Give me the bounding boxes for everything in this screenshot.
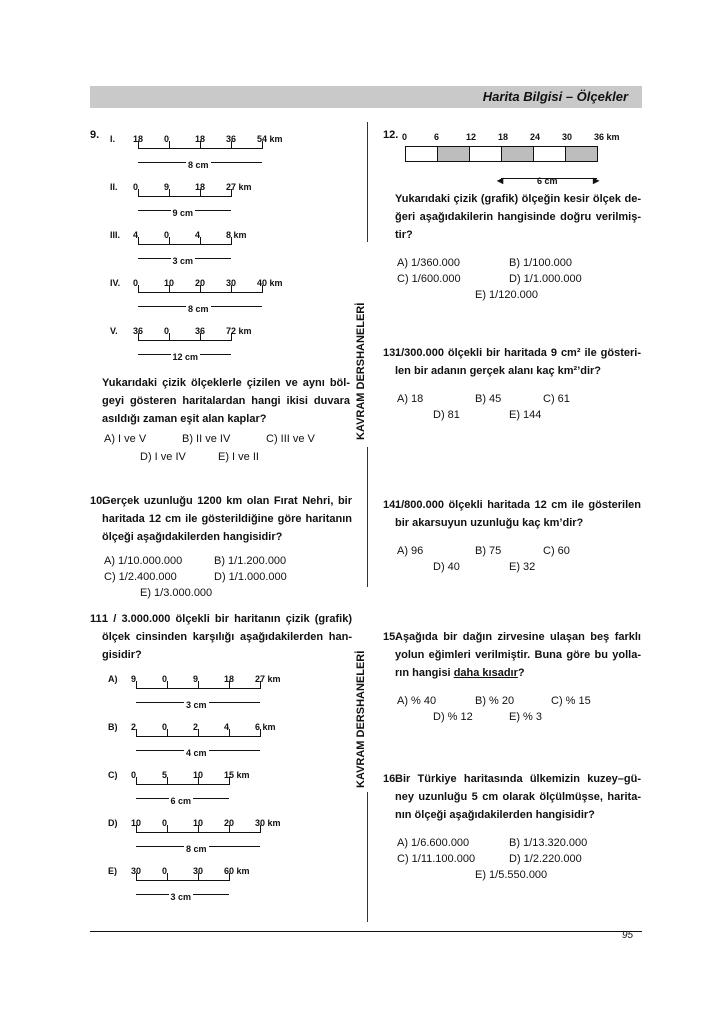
option-c[interactable]: C) 1/2.400.000 (104, 571, 177, 583)
question-13 (383, 344, 641, 496)
scale-tick-label: 72 km (226, 326, 252, 336)
scale-tick (167, 777, 168, 785)
scale-tick (138, 285, 139, 293)
scale-tick (169, 189, 170, 197)
scale-tick-label: 0 (164, 134, 170, 144)
scale-tick-label: 18 (133, 134, 144, 144)
option-c[interactable]: C) III ve V (266, 433, 315, 445)
scale-tick-label: 2 (131, 722, 137, 732)
question-text: 1/800.000 ölçekli haritada 12 cm ile gösterilen bir akarsuyun uzunluğu kaç km’dir? (395, 499, 641, 529)
scale-length-label: 12 cm (171, 348, 201, 366)
scale-tick-label: 30 (562, 132, 573, 142)
option-a[interactable]: A) 1/10.000.000 (104, 555, 183, 567)
option-d[interactable]: D) 40 (433, 561, 460, 573)
scale-tick-label: 12 (466, 132, 477, 142)
scale-axis (136, 784, 229, 785)
scale-tick-label: 9 (131, 674, 137, 684)
scale-tick-label: 0 (133, 182, 139, 192)
option-b[interactable]: B) II ve IV (182, 433, 231, 445)
scale-tick-label: 18 (224, 674, 235, 684)
scale-tick-label: 0 (162, 866, 168, 876)
arrow-left-icon: ◀ (497, 176, 504, 185)
question-11 (90, 610, 352, 910)
option-b[interactable]: B) % 20 (475, 695, 515, 707)
question-text: Yukarıdaki çizik (grafik) ölçeğin kesir ölçek de-ğeri aşağıdakilerin hangisinde doğru verilmiş-tir? (395, 193, 641, 241)
scale-tick (136, 729, 137, 737)
option-c[interactable]: C) 61 (543, 393, 570, 405)
question-15 (383, 628, 641, 770)
question-text: Yukarıdaki çizik ölçeklerle çizilen ve aynı böl-geyi gösteren haritalardan hangi ikisi duvara asıldığı zaman eşit alan kaplar? (102, 377, 350, 425)
scale-tick-label: 0 (131, 770, 137, 780)
option-e[interactable]: E) 144 (509, 409, 542, 421)
graphic-scale (110, 176, 350, 220)
question-16 (383, 770, 641, 910)
q10-options (104, 552, 354, 608)
scale-axis (138, 244, 231, 245)
right-column (383, 122, 641, 910)
scale-tick-label: 4 (195, 230, 201, 240)
question-number: 12. (383, 129, 399, 141)
question-text (395, 628, 641, 682)
scale-label: I. (110, 134, 116, 144)
publisher-label: KAVRAM DERSHANELERİ (355, 650, 367, 788)
q9-options (104, 430, 354, 470)
scale-tick-label: 60 km (224, 866, 250, 876)
option-a[interactable]: A) 96 (397, 545, 424, 557)
scale-length-label: 8 cm (184, 840, 209, 858)
scale-length-label: 3 cm (171, 252, 196, 270)
scale-tick-label: 10 (193, 818, 204, 828)
scale-tick-label: 30 (226, 278, 237, 288)
question-text-part: ? (517, 667, 525, 679)
scale-tick (169, 333, 170, 341)
scale-tick-label: 0 (162, 722, 168, 732)
scale-tick-label: 8 km (226, 230, 247, 240)
scale-tick-label: 30 (131, 866, 142, 876)
option-c[interactable]: C) 60 (543, 545, 570, 557)
q15-options (397, 692, 643, 732)
option-b[interactable]: B) 75 (475, 545, 502, 557)
graphic-scale (108, 764, 348, 808)
scale-tick-label: 18 (195, 134, 206, 144)
option-a[interactable]: A) 18 (397, 393, 424, 405)
scale-tick-label: 18 (498, 132, 509, 142)
option-a[interactable]: A) 1/6.600.000 (397, 837, 470, 849)
scale-tick-label: 0 (162, 818, 168, 828)
scale-tick (229, 729, 230, 737)
scale-bar-segment (533, 146, 566, 162)
option-b[interactable]: B) 1/1.200.000 (214, 555, 287, 567)
option-d[interactable]: D) % 12 (433, 711, 473, 723)
scale-tick-label: 54 km (257, 134, 283, 144)
scale-tick-label: 9 (193, 674, 199, 684)
question-number: 11. (90, 613, 105, 625)
question-text: Gerçek uzunluğu 1200 km olan Fırat Nehri, bir haritada 12 cm ile gösterildiğine göre haritanın ölçeği aşağıdakilerden hangisidir? (102, 495, 352, 543)
scale-tick-label: 0 (164, 230, 170, 240)
arrow-right-icon: ▶ (593, 176, 600, 185)
scale-tick-label: 10 (193, 770, 204, 780)
option-d[interactable]: D) 1/2.220.000 (509, 853, 582, 865)
scale-tick-label: 20 (195, 278, 206, 288)
option-b[interactable]: B) 1/13.320.000 (509, 837, 588, 849)
scale-tick (167, 681, 168, 689)
scale-tick-label: 36 (226, 134, 237, 144)
scale-length-label: 3 cm (184, 696, 209, 714)
footer-line (90, 931, 642, 932)
left-column (90, 122, 352, 910)
scale-bar-segment (501, 146, 534, 162)
option-c[interactable]: C) % 15 (551, 695, 591, 707)
option-b[interactable]: B) 45 (475, 393, 502, 405)
scale-label: V. (110, 326, 118, 336)
question-text-underlined: daha kısadır (453, 667, 518, 679)
publisher-label: KAVRAM DERSHANELERİ (355, 302, 367, 440)
scale-tick-label: 10 (164, 278, 175, 288)
scale-label: IV. (110, 278, 121, 288)
scale-tick-label: 36 (133, 326, 144, 336)
graphic-scale (110, 128, 350, 172)
scale-tick-label: 4 (224, 722, 230, 732)
option-b[interactable]: B) 1/100.000 (509, 257, 572, 269)
scale-tick-label: 30 (193, 866, 204, 876)
scale-tick (200, 237, 201, 245)
option-d[interactable]: D) I ve IV (140, 451, 186, 463)
scale-axis (138, 340, 231, 341)
q16-options (397, 834, 643, 890)
question-text: Bir Türkiye haritasında ülkemizin kuzey–gü-ney uzunluğu 5 cm olarak ölçülmüşse, harita-nın ölçeği aşağıdakilerden hangisidir? (395, 773, 641, 821)
option-c[interactable]: C) 1/11.100.000 (397, 853, 476, 865)
scale-length-label: 9 cm (171, 204, 196, 222)
scale-tick-label: 15 km (224, 770, 250, 780)
scale-tick-label: 30 km (255, 818, 281, 828)
scale-axis (138, 196, 231, 197)
scale-tick-label: 4 (133, 230, 139, 240)
side-label-top (355, 122, 373, 592)
option-a[interactable]: A) I ve V (104, 433, 147, 445)
option-e[interactable]: E) % 3 (509, 711, 543, 723)
scale-bar-segment (565, 146, 598, 162)
option-a[interactable]: A) % 40 (397, 695, 437, 707)
scale-tick (167, 825, 168, 833)
scale-length-label: 8 cm (186, 300, 211, 318)
scale-tick-label: 0 (164, 326, 170, 336)
scale-axis (136, 880, 229, 881)
scale-tick (169, 237, 170, 245)
scale-tick (198, 681, 199, 689)
scale-length-label: 8 cm (186, 156, 211, 174)
scale-tick-label: 2 (193, 722, 199, 732)
page-header (90, 86, 642, 108)
option-e[interactable]: E) I ve II (218, 451, 259, 463)
option-d[interactable]: D) 1/1.000.000 (214, 571, 287, 583)
scale-bar-segment (469, 146, 502, 162)
question-number: 13. (383, 347, 399, 359)
question-number: 15. (383, 631, 399, 643)
q9-scales (110, 128, 350, 368)
graphic-scale (108, 860, 348, 904)
scale-tick-label: 6 (434, 132, 440, 142)
question-text-part: Aşağıda bir dağın zirvesine ulaşan beş farklı yolun eğimleri verilmiştir. Buna göre bu yolla-rın hangisi (395, 631, 641, 679)
scale-label: D) (108, 818, 118, 828)
scale-tick (136, 777, 137, 785)
option-e[interactable]: E) 1/5.550.000 (475, 869, 548, 881)
scale-tick (138, 189, 139, 197)
option-a[interactable]: A) 1/360.000 (397, 257, 460, 269)
scale-tick-label: 27 km (226, 182, 252, 192)
scale-label: C) (108, 770, 118, 780)
scale-length-label: 6 cm (169, 792, 194, 810)
scale-tick (138, 237, 139, 245)
scale-tick (136, 681, 137, 689)
scale-label: E) (108, 866, 117, 876)
question-10 (90, 492, 352, 610)
graphic-scale (108, 716, 348, 760)
scale-tick-label: 0 (402, 132, 408, 142)
scale-tick-label: 6 km (255, 722, 276, 732)
scale-tick (167, 873, 168, 881)
scale-tick-label: 10 (131, 818, 142, 828)
q14-options (397, 542, 643, 582)
scale-tick-label: 24 (530, 132, 541, 142)
option-e[interactable]: E) 1/3.000.000 (140, 587, 213, 599)
q13-options (397, 390, 643, 430)
question-text: 1 / 3.000.000 ölçekli bir haritanın çizik (grafik) ölçek cinsinden karşılığı aşağıdakilerden han-gisidir? (102, 613, 352, 661)
q11-scales (108, 668, 348, 908)
scale-tick (198, 729, 199, 737)
option-e[interactable]: E) 32 (509, 561, 536, 573)
scale-length-label: 3 cm (169, 888, 194, 906)
scale-tick-label: 0 (133, 278, 139, 288)
option-e[interactable]: E) 1/120.000 (475, 289, 538, 301)
scale-length-label: 6 cm (537, 176, 558, 186)
graphic-scale (110, 272, 350, 316)
scale-tick-label: 5 (162, 770, 168, 780)
scale-label: III. (110, 230, 121, 240)
option-d[interactable]: D) 81 (433, 409, 460, 421)
scale-label: II. (110, 182, 118, 192)
question-9 (90, 122, 352, 492)
graphic-scale (108, 812, 348, 856)
option-d[interactable]: D) 1/1.000.000 (509, 273, 582, 285)
graphic-scale (108, 668, 348, 712)
scale-tick-label: 36 (195, 326, 206, 336)
scale-tick-label: 9 (164, 182, 170, 192)
scale-length-label: 4 cm (184, 744, 209, 762)
q12-scale (401, 128, 641, 186)
scale-tick-label: 40 km (257, 278, 283, 288)
scale-bar-segment (405, 146, 438, 162)
question-number: 16. (383, 773, 399, 785)
scale-bar-segment (437, 146, 470, 162)
scale-tick-label: 36 km (594, 132, 620, 142)
graphic-scale (110, 320, 350, 364)
scale-tick-label: 20 (224, 818, 235, 828)
scale-tick (169, 141, 170, 149)
question-number: 10. (90, 495, 106, 507)
scale-tick-label: 27 km (255, 674, 281, 684)
graphic-scale (110, 224, 350, 268)
page-number: 95 (622, 930, 634, 941)
question-12 (383, 122, 641, 344)
scale-tick-label: 18 (195, 182, 206, 192)
question-text: 1/300.000 ölçekli bir haritada 9 cm² ile gösteri-len bir adanın gerçek alanı kaç km²’dir? (395, 347, 641, 377)
option-c[interactable]: C) 1/600.000 (397, 273, 461, 285)
question-number: 14. (383, 499, 399, 511)
header-title: Harita Bilgisi – Ölçekler (482, 89, 628, 104)
q12-options (397, 254, 643, 314)
side-label-bottom (355, 592, 373, 922)
question-14 (383, 496, 641, 628)
scale-label: B) (108, 722, 118, 732)
scale-tick (167, 729, 168, 737)
scale-tick-label: 0 (162, 674, 168, 684)
scale-label: A) (108, 674, 118, 684)
question-number: 9. (90, 129, 100, 141)
